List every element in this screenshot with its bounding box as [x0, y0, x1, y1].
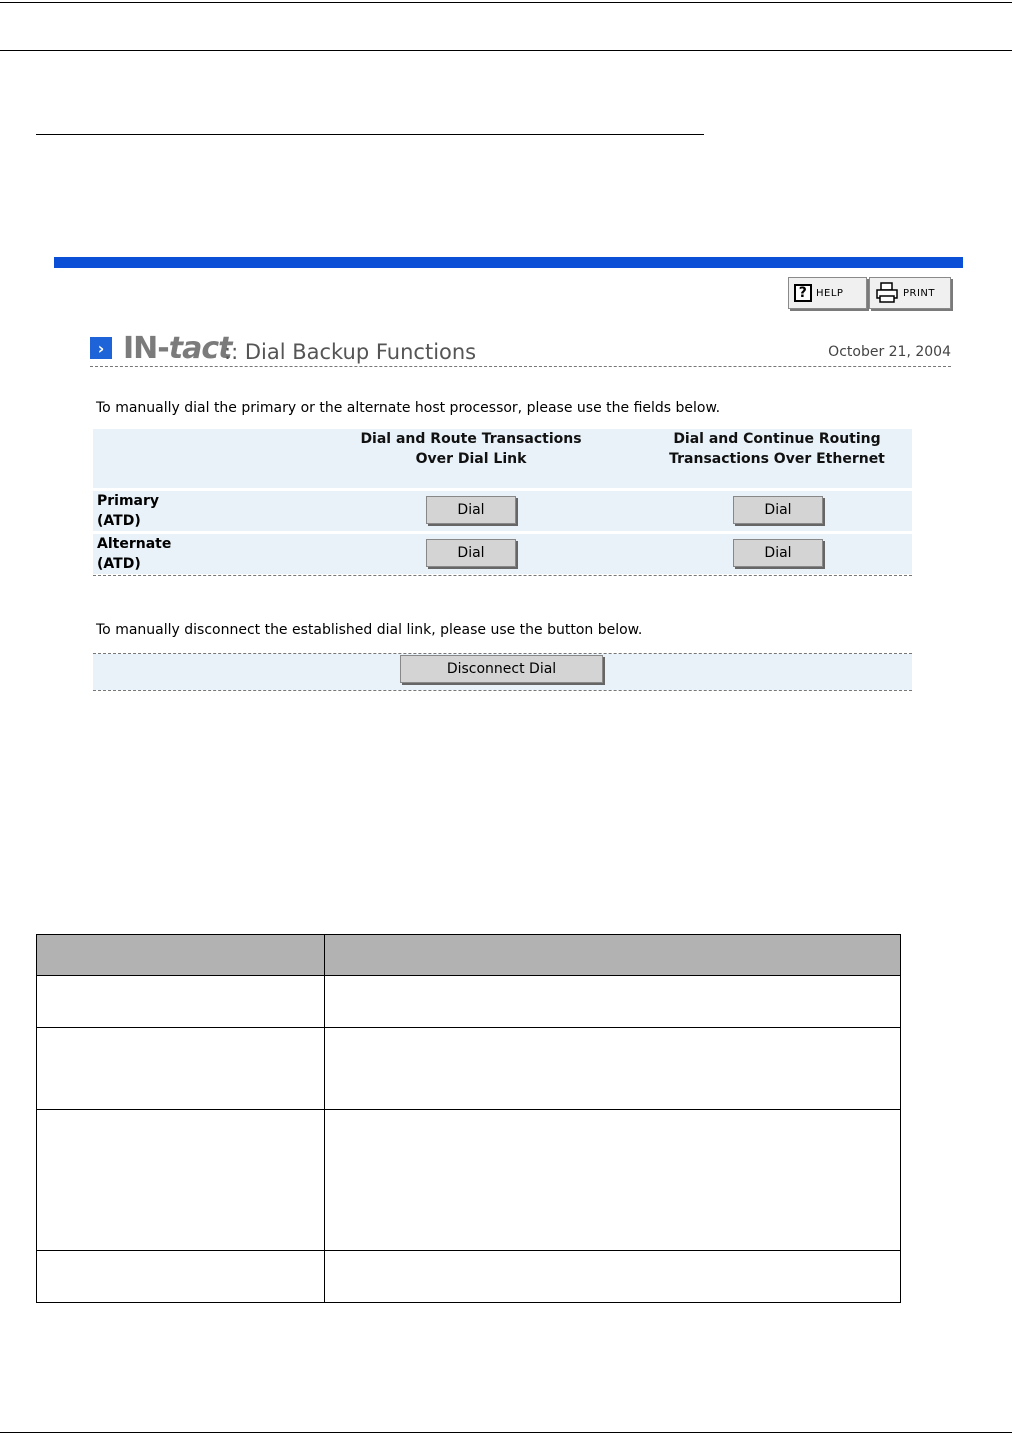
accent-bar	[54, 257, 963, 268]
bottom-rule	[0, 1432, 1012, 1433]
page-header	[90, 333, 951, 365]
table-row	[93, 534, 912, 574]
print-label: PRINT	[903, 287, 936, 299]
table-header-cell	[325, 935, 901, 976]
printer-icon	[875, 282, 899, 304]
page-date: October 21, 2004	[828, 344, 951, 360]
table-row	[37, 1251, 901, 1303]
table-row	[37, 976, 901, 1028]
help-button[interactable]	[788, 277, 867, 309]
table-header-row	[37, 935, 901, 976]
col-ethernet-header: Dial and Continue Routing Transactions Over Ethernet	[669, 431, 885, 467]
question-icon: ?	[794, 284, 812, 302]
primary-dial-continue-button[interactable]: Dial	[733, 496, 823, 524]
table-row	[37, 1028, 901, 1110]
dial-table	[93, 429, 912, 572]
help-label: HELP	[816, 287, 844, 299]
table-row	[93, 491, 912, 531]
table-header-cell	[37, 935, 325, 976]
disconnect-bottom-divider	[93, 690, 912, 691]
top-rule	[0, 2, 1012, 3]
header-rule	[0, 50, 1012, 51]
alternate-dial-route-button[interactable]: Dial	[426, 539, 516, 567]
section-rule	[36, 134, 704, 135]
definition-table	[36, 934, 901, 1303]
alternate-dial-continue-button[interactable]: Dial	[733, 539, 823, 567]
disconnect-row	[93, 654, 912, 690]
disconnect-dial-button[interactable]: Disconnect Dial	[400, 655, 603, 683]
print-button[interactable]	[869, 277, 951, 309]
dial-table-header	[93, 429, 912, 488]
row-label-primary: Primary (ATD)	[97, 493, 160, 529]
page-title: :: Dial Backup Functions	[224, 340, 477, 364]
row-label-alternate: Alternate (ATD)	[97, 536, 172, 572]
dial-table-divider	[93, 575, 912, 576]
col-dial-link-header: Dial and Route Transactions Over Dial Link	[360, 431, 582, 467]
disconnect-instruction: To manually disconnect the established dial link, please use the button below.	[96, 622, 643, 638]
primary-dial-route-button[interactable]: Dial	[426, 496, 516, 524]
product-logo: IN-tact	[123, 331, 232, 366]
chevron-right-icon: ›	[90, 337, 112, 359]
dial-instruction: To manually dial the primary or the alternate host processor, please use the fields below.	[96, 400, 721, 416]
header-divider	[90, 366, 951, 367]
table-row	[37, 1110, 901, 1251]
